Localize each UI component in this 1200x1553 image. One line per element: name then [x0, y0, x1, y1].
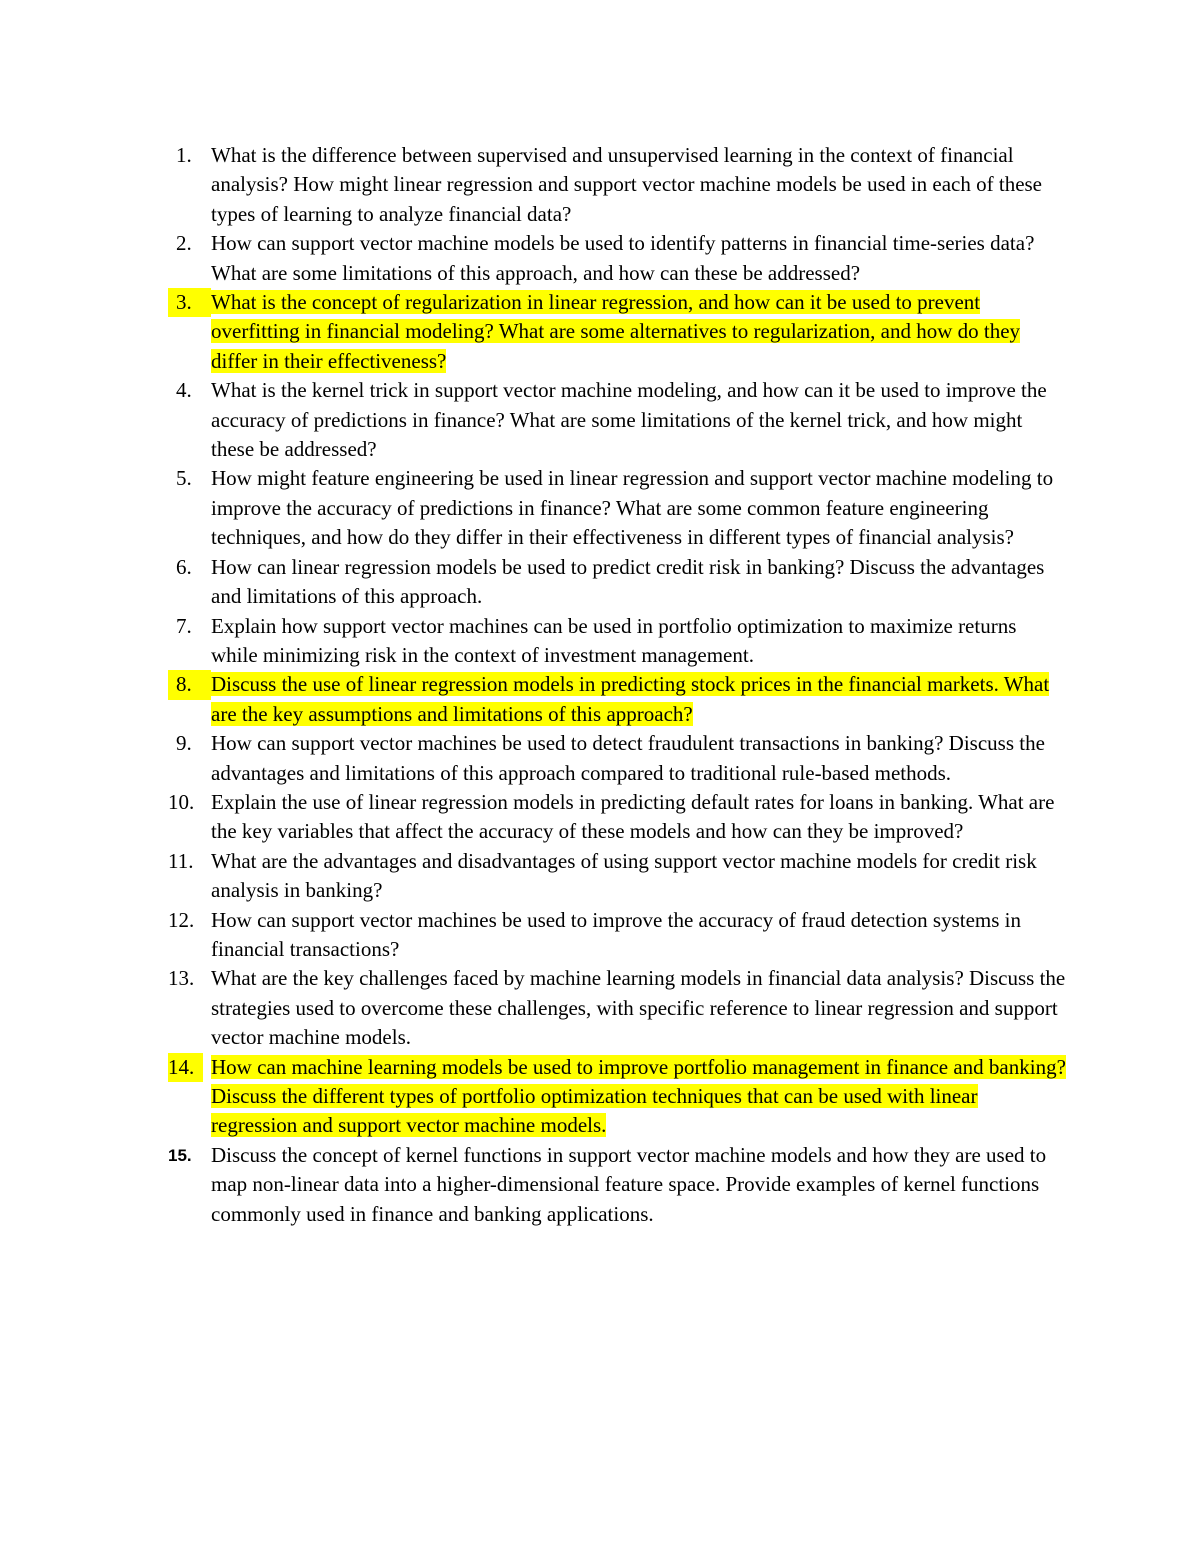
list-item-text: Discuss the concept of kernel functions in support vector machine models and how they are used to map non-linear data into a higher-dimensional feature space. Provide examples of kernel functions commonly used in finance and banking applications.	[211, 1142, 1047, 1226]
list-item	[168, 906, 1068, 965]
list-item-number: 11.	[168, 848, 194, 873]
list-item-text: How can support vector machine models be used to identify patterns in financial time-series data? What are some limitations of this approach, and how can these be addressed?	[211, 231, 1035, 285]
list-item-number: 5.	[176, 466, 192, 491]
list-item	[168, 464, 1068, 552]
list-item-number: 3.	[168, 288, 211, 317]
list-item	[168, 229, 1068, 288]
list-item-number: 1.	[176, 143, 192, 167]
list-item	[168, 847, 1068, 906]
list-item-text: What is the difference between supervised and unsupervised learning in the context of financial analysis? How might linear regression and support vector machine models be used in each of these types of learning to analyze financial data?	[211, 143, 1043, 226]
list-item-highlighted	[168, 1053, 1068, 1141]
list-item-number: 10.	[168, 789, 195, 814]
list-item-number: 14.	[168, 1053, 203, 1082]
list-item-highlighted	[168, 670, 1068, 729]
list-item-text: What is the concept of regularization in linear regression, and how can it be used to prevent overfitting in financial modeling? What are some alternatives to regularization, and how do they differ in their effectiveness?	[211, 290, 1021, 373]
list-item-text: What is the kernel trick in support vector machine modeling, and how can it be used to improve the accuracy of predictions in finance? What are some limitations of the kernel trick, and how might these be addressed?	[211, 378, 1047, 462]
list-item	[168, 141, 1068, 229]
list-item-number: 2.	[176, 231, 192, 256]
list-item-text: What are the key challenges faced by machine learning models in financial data analysis? Discuss the strategies used to overcome these challenges, with specific reference to linear regression and support vector machine models.	[211, 966, 1066, 1050]
list-item-number: 7.	[176, 613, 192, 638]
list-item-text: Discuss the use of linear regression models in predicting stock prices in the financial markets. What are the key assumptions and limitations of this approach?	[211, 672, 1050, 726]
list-item-text: What are the advantages and disadvantages of using support vector machine models for credit risk analysis in banking?	[211, 848, 1037, 903]
list-item-number: 13.	[168, 966, 195, 991]
list-item	[168, 612, 1068, 671]
list-item	[168, 964, 1068, 1052]
list-item-text: How might feature engineering be used in linear regression and support vector machine modeling to improve the accuracy of predictions in finance? What are some common feature engineering techniques, and how do they differ in their effectiveness in different types of financial analysis?	[211, 466, 1054, 550]
list-item	[168, 553, 1068, 612]
list-item-text: Explain the use of linear regression models in predicting default rates for loans in banking. What are the key variables that affect the accuracy of these models and how can they be improved?	[211, 789, 1055, 844]
list-item-number: 12.	[168, 907, 195, 932]
list-item-number: 6.	[176, 554, 192, 579]
question-list	[168, 141, 1068, 1229]
list-item-text: How can support vector machines be used to improve the accuracy of fraud detection systems in financial transactions?	[211, 907, 1021, 961]
list-item-text: How can linear regression models be used to predict credit risk in banking? Discuss the advantages and limitations of this approach.	[211, 554, 1045, 609]
list-item-highlighted	[168, 288, 1068, 376]
list-item	[168, 788, 1068, 847]
list-item-number: 15.	[168, 1145, 192, 1165]
list-item	[168, 1141, 1068, 1229]
list-item-text: Explain how support vector machines can be used in portfolio optimization to maximize returns while minimizing risk in the context of investment management.	[211, 613, 1017, 667]
list-item-number: 8.	[168, 670, 211, 699]
list-item	[168, 376, 1068, 464]
list-item	[168, 729, 1068, 788]
list-item-text: How can machine learning models be used to improve portfolio management in finance and banking? Discuss the different types of portfolio optimization techniques that can be used with linear regression and support vector machine models.	[211, 1054, 1066, 1138]
list-item-number: 9.	[176, 731, 192, 756]
list-item-text: How can support vector machines be used to detect fraudulent transactions in banking? Discuss the advantages and limitations of this approach compared to traditional rule-based methods.	[211, 731, 1045, 785]
list-item-number: 4.	[176, 378, 192, 403]
